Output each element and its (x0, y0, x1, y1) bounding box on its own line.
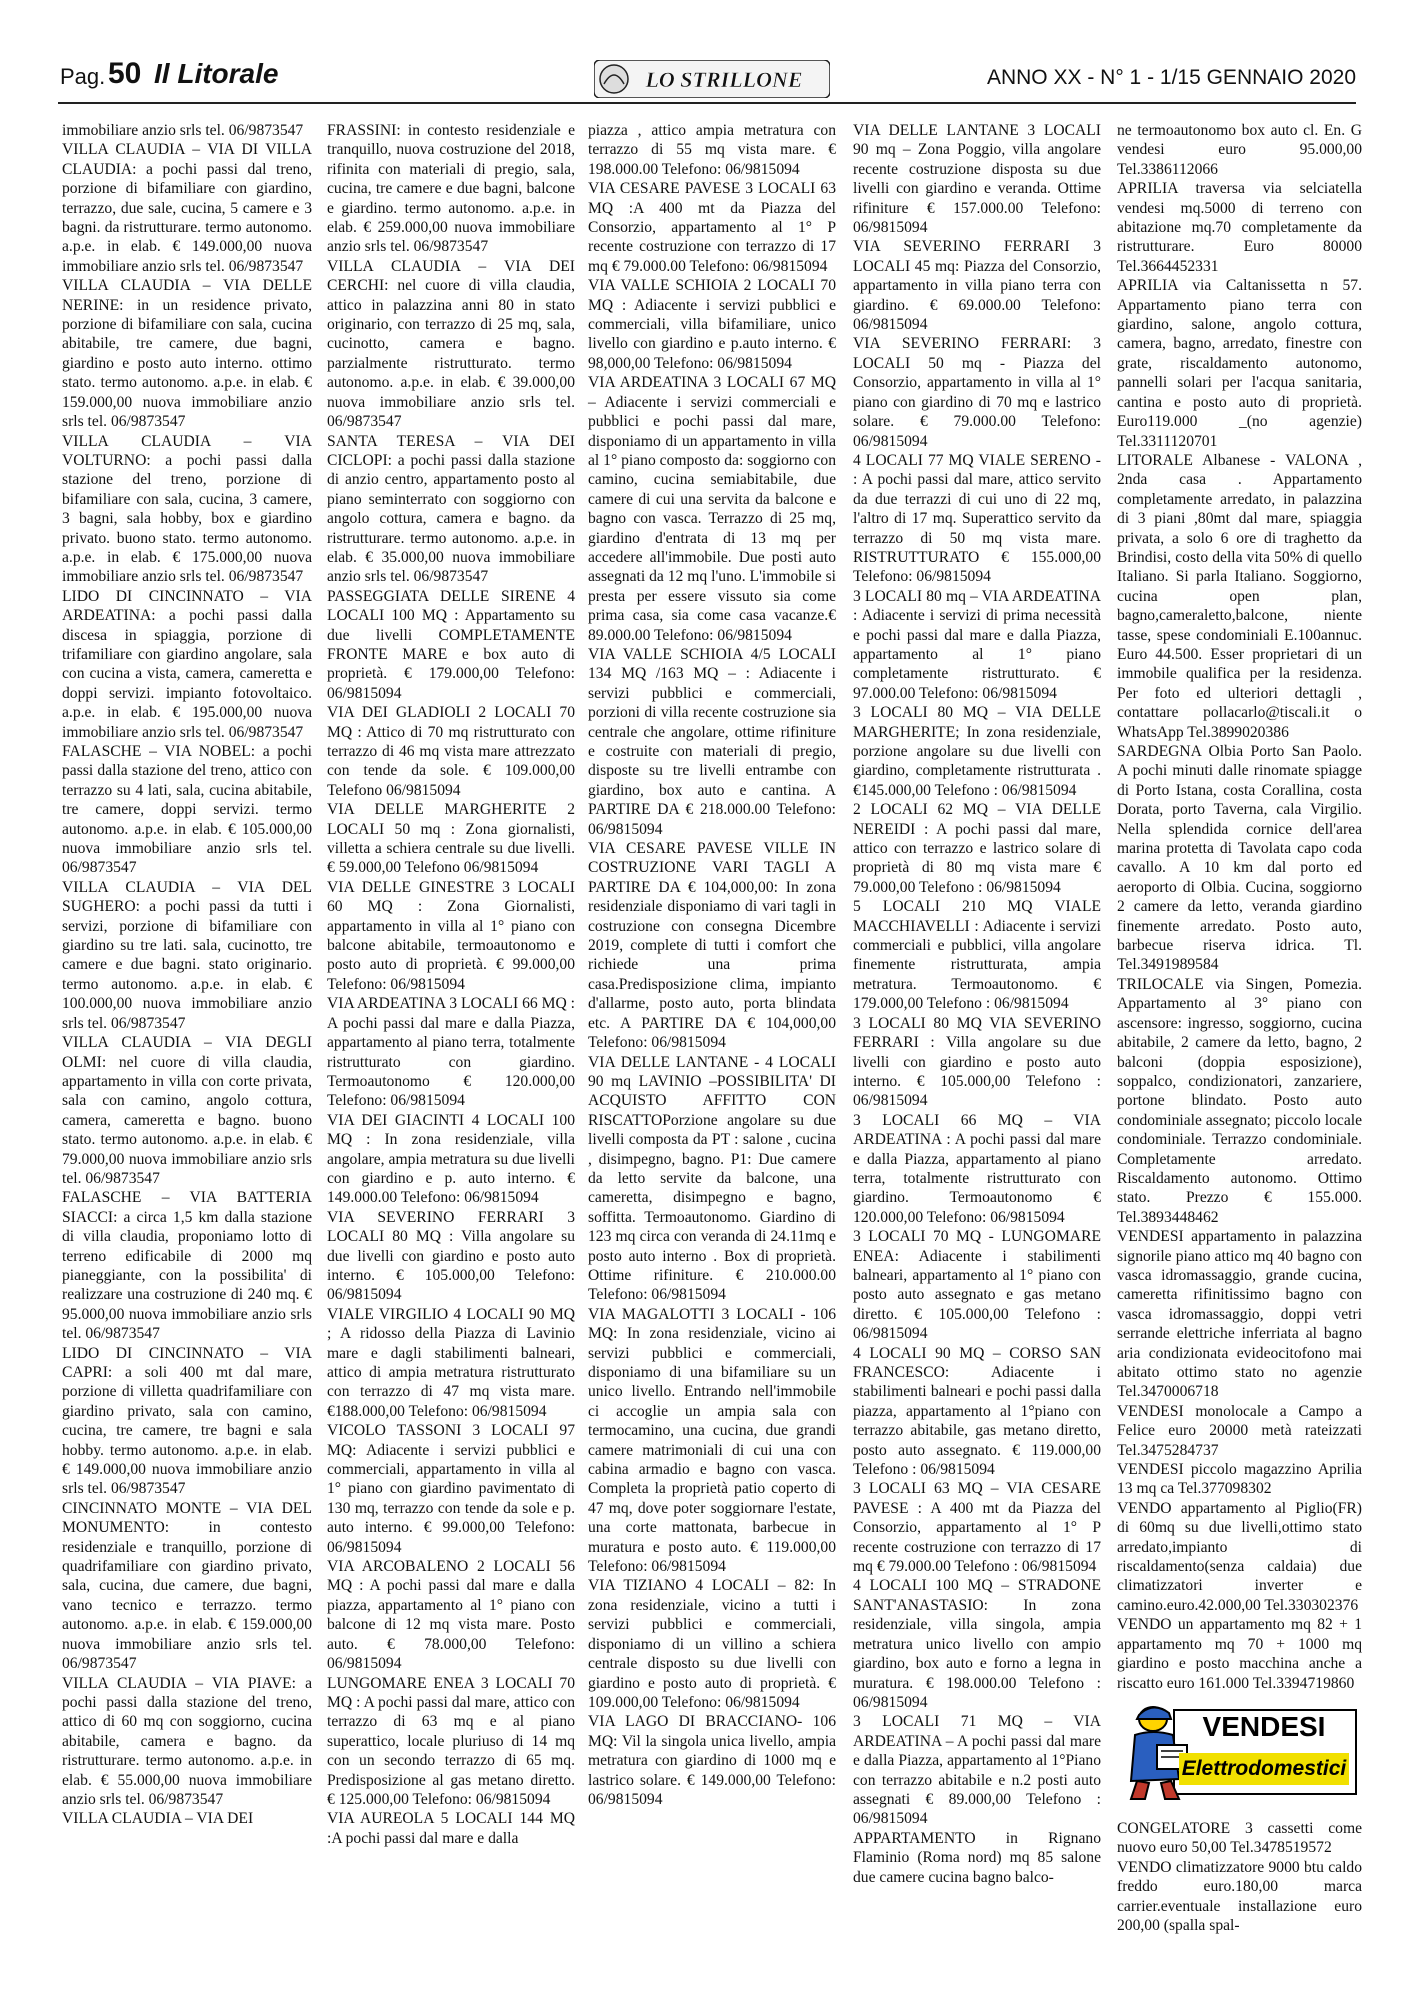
classified-ad: VIA VALLE SCHIOIA 4/5 LOCALI 134 MQ /163 MQ – : Adiacente i servizi pubblici e commerciali, porzioni di villa recente costruzione sia centrale che angolare, ottime rifiniture e costruite con materiali di pregio, disposte su tre livelli entrambe con giardino, box auto e cantina. A PARTIRE DA € 218.000.00 Telefono: 06/9815094 (588, 645, 836, 838)
classified-ad: APPARTAMENTO in Rignano Flaminio (Roma nord) mq 85 salone due camere cucina bagno balco- (853, 1829, 1101, 1886)
classified-ad: VILLA CLAUDIA – VIA DEI (62, 1810, 254, 1828)
classified-ad: VIA ARCOBALENO 2 LOCALI 56 MQ : A pochi passi dal mare e dalla piazza, appartamento al 1° piano con balcone di 12 mq vista mare. Posto auto. € 78.000,00 Telefono: 06/9815094 (327, 1558, 575, 1673)
classified-ad: ne termoautonomo box auto cl. En. G vendesi euro 95.000,00 Tel.3386112066 (1117, 122, 1362, 178)
classified-ad: SARDEGNA Olbia Porto San Paolo. A pochi minuti dalle rinomate spiagge di Porto Istana, costa Corallina, costa Dorata, porto Taverna, cala Virgilio. Nella splendida cornice dell'area marina protetta di Tavolata capo coda cavallo. A 10 km dal porto ed aeroporto di Olbia. Cucina, soggiorno 2 camere da letto, veranda giardino finemente arredato. Posto auto, barbecue riserva idrica. Tl. Tel.3491989584 (1117, 743, 1362, 974)
classified-ad: 3 LOCALI 71 MQ – VIA ARDEATINA – A pochi passi dal mare e dalla Piazza, appartamento al 1°Piano con terrazzo abitabile e n.2 posti auto assegnati € 89.000,00 Telefono : 06/9815094 (853, 1713, 1101, 1828)
classified-ad: 3 LOCALI 70 MQ - LUNGOMARE ENEA: Adiacente i stabilimenti balneari, appartamento al 1° piano con posto auto assegnato e gas metano diretto. € 105.000,00 Telefono : 06/9815094 (853, 1228, 1101, 1343)
classified-ad: VENDO appartamento al Piglio(FR) di 60mq su due livelli,ottimo stato arredato,impianto di riscaldamento(senza caldaia) due climatizzatori inverter e camino.euro.42.000,00 Tel.330302376 (1117, 1499, 1362, 1614)
classified-ad: FALASCHE – VIA NOBEL: a pochi passi dalla stazione del treno, attico con terrazzo su 4 lati, sala, cucina abitabile, tre camere, doppi servizi. termo autonomo. a.p.e. in elab. € 105.000,00 nuova immobiliare anzio srls tel. 06/9873547 (62, 743, 312, 877)
classified-ad: APRILIA via Caltanissetta n 57. Appartamento piano terra con giardino, salone, angolo cottura, camera, bagno, arredato, finestre con grate, riscaldamento autonomo, pannelli solari per l'acqua sanitaria, cantina e posto auto di proprietà. Euro119.000 _(no agenzie) Tel.3311120701 (1117, 277, 1362, 450)
vendesi-elettrodomestici-banner (1117, 1699, 1357, 1807)
classified-ad: FALASCHE – VIA BATTERIA SIACCI: a circa 1,5 km dalla stazione di villa claudia, proponiamo lotto di terreno edificabile di 2000 mq pianeggiante, con la possibilita' di realizzare una costruzione di 240 mq. € 95.000,00 nuova immobiliare anzio srls tel. 06/9873547 (62, 1189, 312, 1343)
classified-ad: 3 LOCALI 80 MQ VIA SEVERINO FERRARI : Villa angolare su due livelli con giardino e posto auto interno. € 105.000,00 Telefono : 06/9815094 (853, 1014, 1101, 1110)
classified-ad: VIA DEI GLADIOLI 2 LOCALI 70 MQ : Attico di 70 mq ristrutturato con terrazzo di 46 mq vista mare attrezzato con tende da sole. € 109.000,00 Telefono 06/9815094 (327, 704, 575, 799)
column-3 (588, 121, 836, 1809)
classified-ad: VIA SEVERINO FERRARI 3 LOCALI 80 MQ : Villa angolare su due livelli con giardino e posto auto interno. € 105.000,00 Telefono: 06/9815094 (327, 1208, 575, 1304)
classified-ad: VENDESI piccolo magazzino Aprilia 13 mq ca Tel.377098302 (1117, 1461, 1362, 1498)
classified-ad: LITORALE Albanese - VALONA , 2nda casa . Appartamento completamente arredato, in palazzina di 3 piani ,80mt dal mare, spiaggia privata, a solo 6 ore di traghetto da Brindisi, costo della vita 50% di quello Italiano. Si parla Italiano. Soggiorno, cucina open plan, bagno,cameraletto,balcone, niente tasse, spese condominiali E.100annuc. Euro 44.500. Esser proprietari di un immobile qualifica per la residenza. Per foto ed ulteriori dettagli , contattare pollacarlo@tiscali.it o WhatsApp Tel.3899020386 (1117, 451, 1362, 741)
classified-ad: VIA DELLE GINESTRE 3 LOCALI 60 MQ : Zona Giornalisti, appartamento in villa al 1° piano con balcone abitabile, termoautonomo e posto auto di proprietà. € 99.000,00 Telefono: 06/9815094 (327, 878, 575, 993)
page-label: Pag. (60, 64, 106, 89)
classified-ad: CINCINNATO MONTE – VIA DEL MONUMENTO: in contesto residenziale e tranquillo, porzione di quadrifamiliare con giardino privato, sala, cucina, due camere, due bagni, vano tecnico e terrazzo. termo autonomo. a.p.e. in elab. € 159.000,00 nuova immobiliare anzio srls tel. 06/9873547 (62, 1499, 312, 1673)
classified-ad: FRASSINI: in contesto residenziale e tranquillo, nuova costruzione del 2018, rifinita con materiali di pregio, sala, cucina, tre camere e due bagni, balcone e giardino. termo autonomo. a.p.e. in elab. € 259.000,00 nuova immobiliare anzio srls tel. 06/9873547 (327, 122, 575, 256)
banner-subtitle: Elettrodomestici (1179, 1753, 1349, 1785)
page-number: 50 (108, 57, 142, 90)
classified-ad: VIALE VIRGILIO 4 LOCALI 90 MQ ; A ridosso della Piazza di Lavinio mare e dagli stabilimenti balneari, attico di ampia metratura ristrutturato con terrazzo di 47 mq vista mare. €188.000,00 Telefono: 06/9815094 (327, 1305, 575, 1420)
classified-ad: VIA ARDEATINA 3 LOCALI 67 MQ – Adiacente i servizi commerciali e pubblici e pochi passi dal mare, disponiamo di un appartamento in villa al 1° piano composto da: soggiorno con camino, cucina semiabitabile, due camere di cui una servita da balcone e bagno con vasca. Terrazzo di 25 mq, giardino d'entrata di 13 mq per accedere all'immobile. Due posti auto assegnati da 12 mq l'uno. L'immobile si presta per essere vissuto sia come prima casa, sia come casa vacanze.€ 89.000.00 Telefono: 06/9815094 (588, 374, 836, 644)
classified-ad: LIDO DI CINCINNATO – VIA ARDEATINA: a pochi passi dalla discesa in spiaggia, porzione di trifamiliare con giardino angolare, sala con cucina a vista, camera, cameretta e doppi servizi. impianto fotovoltaico. a.p.e. in elab. € 195.000,00 nuova immobiliare anzio srls tel. 06/9873547 (62, 587, 312, 741)
classified-ad: VENDESI monolocale a Campo a Felice euro 20000 metà rateizzati Tel.3475284737 (1117, 1402, 1362, 1459)
classified-ad: VILLA CLAUDIA – VIA DEI CERCHI: nel cuore di villa claudia, attico in palazzina anni 80 in stato originario, con terrazzo di 25 mq, sala, cucinotto, camera e bagno. parzialmente ristrutturato. termo autonomo. a.p.e. in elab. € 39.000,00 nuova immobiliare anzio srls tel. 06/9873547 (327, 257, 575, 431)
classified-ad: VIA SEVERINO FERRARI: 3 LOCALI 50 mq - Piazza del Consorzio, appartamento in villa al 1° piano con giardino di 70 mq e lastrico solare. € 79.000.00 Telefono: 06/9815094 (853, 335, 1101, 450)
classified-ad: SANTA TERESA – VIA DEI CICLOPI: a pochi passi dalla stazione di anzio centro, appartamento posto al piano seminterrato con soggiorno con angolo cottura, camera e bagno. da ristrutturare. termo autonomo. a.p.e. in elab. € 35.000,00 nuova immobiliare anzio srls tel. 06/9873547 (327, 432, 575, 586)
classifieds-appliances (1117, 1819, 1362, 1935)
classified-ad: LIDO DI CINCINNATO – VIA CAPRI: a soli 400 mt dal mare, porzione di villetta quadrifamiliare con giardino privato, sala con camino, cucina, tre camere, tre bagni e sala hobby. termo autonomo. a.p.e. in elab. € 149.000,00 nuova immobiliare anzio srls tel. 06/9873547 (62, 1344, 312, 1498)
classified-ad: VIA DELLE MARGHERITE 2 LOCALI 50 mq : Zona giornalisti, villetta a schiera centrale su due livelli. € 59.000,00 Telefono 06/9815094 (327, 801, 575, 877)
classified-ad: VENDO climatizzatore 9000 btu caldo freddo euro.180,00 marca carrier.eventuale installazione euro 200,00 (spalla spal- (1117, 1858, 1362, 1934)
newsboy-figure-icon (1117, 1699, 1197, 1803)
classifieds-real-estate (1117, 121, 1362, 1693)
classified-ad: VILLA CLAUDIA – VIA DEGLI OLMI: nel cuore di villa claudia, appartamento in villa con corte privata, sala con camino, angolo cottura, camera, cameretta e bagno. buono stato. termo autonomo. a.p.e. in elab. € 79.000,00 nuova immobiliare anzio srls tel. 06/9873547 (62, 1034, 312, 1187)
lo-strillone-logo (594, 60, 830, 98)
column-1 (62, 121, 312, 1829)
classified-ad: 2 LOCALI 62 MQ – VIA DELLE NEREIDI : A pochi passi dal mare, attico con terrazzo e lastrico solare di proprietà di 80 mq vista mare € 79.000,00 Telefono : 06/9815094 (853, 801, 1101, 896)
classified-ad: VIA ARDEATINA 3 LOCALI 66 MQ : A pochi passi dal mare e dalla Piazza, appartamento al piano terra, totalmente ristrutturato con giardino. Termoautonomo € 120.000,00 Telefono: 06/9815094 (327, 995, 575, 1110)
classified-ad: TRILOCALE via Singen, Pomezia. Appartamento al 3° piano con ascensore: ingresso, soggiorno, cucina abitabile, 2 camere da letto, bagno, 2 balconi (doppia esposizione), soppalco, condizionatori, zanzariere, portone blindato. Posto auto condominiale assegnato; piccolo locale condominiale. Terrazzo condominiale. Completamente arredato. Riscaldamento autonomo. Ottimo stato. Prezzo € 155.000. Tel.3893448462 (1117, 975, 1362, 1226)
classified-ad: 3 LOCALI 80 MQ – VIA DELLE MARGHERITE; In zona residenziale, porzione angolare su due livelli con giardino, completamente ristrutturata . €145.000,00 Telefono : 06/9815094 (853, 704, 1101, 799)
classified-ad: 4 LOCALI 100 MQ – STRADONE SANT'ANASTASIO: In zona residenziale, villa singola, ampia metratura unico livello con ampio giardino, box auto e forno a legna in muratura. € 198.000.00 Telefono : 06/9815094 (853, 1577, 1101, 1711)
classified-ad: VIA SEVERINO FERRARI 3 LOCALI 45 mq: Piazza del Consorzio, appartamento in villa piano terra con giardino. € 69.000.00 Telefono: 06/9815094 (853, 238, 1101, 334)
classified-ad: 5 LOCALI 210 MQ VIALE MACCHIAVELLI : Adiacente i servizi commerciali e pubblici, villa angolare finemente ristrutturata, ampia metratura. Termoautonomo. € 179.000,00 Telefono : 06/9815094 (853, 898, 1101, 1013)
banner-title: VENDESI (1202, 1710, 1326, 1742)
classified-ad: VIA MAGALOTTI 3 LOCALI - 106 MQ: In zona residenziale, vicino ai servizi pubblici e commerciali, disponiamo di una bifamiliare su un unico livello. Entrando nell'immobile ci accoglie un ampia sala con termocamino, una cucina, due grandi camere matrimoniali di cui una con cabina armadio e bagno con vasca. Completa la proprietà patio coperto di 47 mq, dove poter soggiornare l'estate, una corte mattonata, barbecue in muratura e posto auto. € 119.000,00 Telefono: 06/9815094 (588, 1305, 836, 1576)
page-header (58, 58, 1356, 104)
classified-ad: VILLA CLAUDIA – VIA DELLE NERINE: in un residence privato, porzione di bifamiliare con sala, cucina abitabile, tre camere, due bagni, giardino e posto auto interno. ottimo stato. termo autonomo. a.p.e. in elab. € 159.000,00 nuova immobiliare anzio srls tel. 06/9873547 (62, 277, 312, 431)
classified-ad: VICOLO TASSONI 3 LOCALI 97 MQ: Adiacente i servizi pubblici e commerciali, appartamento in villa al 1° piano con giardino pavimentato di 130 mq, terrazzo con tende da sole e p. auto interno. € 99.000,00 Telefono: 06/9815094 (327, 1422, 575, 1556)
classified-ad: VENDO un appartamento mq 82 + 1 appartamento mq 70 + 1000 mq giardino e posto macchina anche a riscatto euro 161.000 Tel.3394719860 (1117, 1616, 1362, 1692)
classified-ad: 3 LOCALI 63 MQ – VIA CESARE PAVESE : A 400 mt da Piazza del Consorzio, appartamento al 1° P recente costruzione con terrazzo di 17 mq € 79.000.00 Telefono : 06/9815094 (853, 1480, 1101, 1576)
classified-ad: LUNGOMARE ENEA 3 LOCALI 70 MQ : A pochi passi dal mare, attico con terrazzo di 63 mq e al piano superattico, locale pluriuso di 14 mq con un secondo terrazzo di 65 mq. Predisposizione al gas metano diretto. € 125.000,00 Telefono: 06/9815094 (327, 1674, 575, 1808)
classified-ad: VIA DEI GIACINTI 4 LOCALI 100 MQ : In zona residenziale, villa angolare, ampia metratura su due livelli con giardino e p. auto interno. € 149.000.00 Telefono: 06/9815094 (327, 1111, 575, 1207)
classified-ad: PASSEGGIATA DELLE SIRENE 4 LOCALI 100 MQ : Appartamento su due livelli COMPLETAMENTE FRONTE MARE e box auto di proprietà. € 179.000,00 Telefono: 06/9815094 (327, 587, 575, 702)
classified-ad: 4 LOCALI 90 MQ – CORSO SAN FRANCESCO: Adiacente i stabilimenti balneari e pochi passi dalla piazza, appartamento al 1°piano con terrazzo abitabile, gas metano diretto, posto auto assegnato. € 119.000,00 Telefono : 06/9815094 (853, 1344, 1101, 1479)
classified-ad: piazza , attico ampia metratura con terrazzo di 55 mq vista mare. € 198.000.00 Telefono: 06/9815094 (588, 122, 836, 178)
svg-text:LO STRILLONE: LO STRILLONE (645, 67, 803, 92)
classified-ad: 3 LOCALI 66 MQ – VIA ARDEATINA : A pochi passi dal mare e dalla Piazza, appartamento al piano terra, totalmente ristrutturato con giardino. Termoautonomo € 120.000,00 Telefono: 06/9815094 (853, 1111, 1101, 1226)
classified-ad: VIA AUREOLA 5 LOCALI 144 MQ :A pochi passi dal mare e dalla (327, 1810, 575, 1847)
classified-ad: VIA DELLE LANTANE 3 LOCALI 90 mq – Zona Poggio, villa angolare recente costruzione disposta su due livelli con giardino e veranda. Ottime rifiniture € 157.000.00 Telefono: 06/9815094 (853, 122, 1101, 237)
classified-ad: VILLA CLAUDIA – VIA VOLTURNO: a pochi passi dalla stazione del treno, porzione di bifamiliare con sala, cucina, 3 camere, 3 bagni, sala hobby, box e giardino privato. buono stato. termo autonomo. a.p.e. in elab. € 175.000,00 nuova immobiliare anzio srls tel. 06/9873547 (62, 432, 312, 586)
classified-ad: VIA CESARE PAVESE VILLE IN COSTRUZIONE VARI TAGLI A PARTIRE DA € 104,000,00: In zona residenziale disponiamo di vari tagli in costruzione con consegna Dicembre 2019, complete di tutti i comfort che richiede una prima casa.Predisposizione clima, impianto d'allarme, posto auto, porta blindata etc. A PARTIRE DA € 104,000,00 Telefono: 06/9815094 (588, 840, 836, 1052)
classified-ad: VIA DELLE LANTANE - 4 LOCALI 90 mq LAVINIO –POSSIBILITA' DI ACQUISTO AFFITTO CON RISCATTOPorzione angolare su due livelli composta da PT : salone , cucina , disimpegno, bagno. P1: Due camere da letto servite da balcone, una cameretta, disimpegno e bagno, soffitta. Termoautonomo. Giardino di 123 mq circa con veranda di 24.11mq e posto auto interno . Box di proprietà. Ottime rifiniture. € 210.000.00 Telefono: 06/9815094 (588, 1053, 836, 1304)
classified-ad: VIA CESARE PAVESE 3 LOCALI 63 MQ :A 400 mt da Piazza del Consorzio, appartamento al 1° P recente costruzione con terrazzo di 17 mq € 79.000.00 Telefono: 06/9815094 (588, 180, 836, 275)
classified-ad: VIA VALLE SCHIOIA 2 LOCALI 70 MQ : Adiacente i servizi pubblici e commerciali, villa bifamiliare, unico livello con giardino e p.auto interno. € 98,000,00 Telefono: 06/9815094 (588, 277, 836, 372)
classified-ad: CONGELATORE 3 cassetti come nuovo euro 50,00 Tel.3478519572 (1117, 1819, 1362, 1857)
classified-ad: 4 LOCALI 77 MQ VIALE SERENO - : A pochi passi dal mare, attico servito da due terrazzi di cui uno di 22 mq, l'altro di 17 mq. Superattico servito da terrazzo di 50 mq vista mare. RISTRUTTURATO € 155.000,00 Telefono: 06/9815094 (853, 451, 1101, 586)
classified-ad: 3 LOCALI 80 mq – VIA ARDEATINA : Adiacente i servizi di prima necessità e pochi passi dal mare e dalla Piazza, appartamento al 1° piano completamente ristrutturato. € 97.000.00 Telefono: 06/9815094 (853, 587, 1101, 702)
classified-ad: VILLA CLAUDIA – VIA PIAVE: a pochi passi dalla stazione del treno, attico di 60 mq con soggiorno, cucina abitabile, camera e bagno. da ristrutturare. termo autonomo. a.p.e. in elab. € 55.000,00 nuova immobiliare anzio srls tel. 06/9873547 (62, 1674, 312, 1808)
classified-ad: VENDESI appartamento in palazzina signorile piano attico mq 40 bagno con vasca idromassaggio, grande cucina, cameretta rifinitissimo bagno con vasca idromassaggio, doppi vetri serrande elettriche inferriata al bagno aria condizionata evideocitofono mai abitato ottimo stato no agenzie Tel.3470006718 (1117, 1228, 1362, 1401)
classified-ad: VIA TIZIANO 4 LOCALI – 82: In zona residenziale, vicino a tutti i servizi pubblici e commerciali, disponiamo di un villino a schiera centrale disposto su due livelli con giardino e posto auto di proprietà. € 109.000,00 Telefono: 06/9815094 (588, 1577, 836, 1711)
publication-title: Il Litorale (154, 58, 279, 89)
classified-ad: immobiliare anzio srls tel. 06/9873547 (62, 122, 304, 139)
classified-ad: VIA LAGO DI BRACCIANO- 106 MQ: Vil la singola unica livello, ampia metratura con giardino di 1000 mq e lastrico solare. € 149.000,00 Telefono: 06/9815094 (588, 1713, 836, 1808)
classified-ad: APRILIA traversa via selciatella vendesi mq.5000 di terreno con abitazione mq.70 completamente da ristrutturare. Euro 80000 Tel.3664452331 (1117, 180, 1362, 275)
classified-ad: VILLA CLAUDIA – VIA DEL SUGHERO: a pochi passi da tutti i servizi, porzione di bifamiliare con giardino su tre lati. sala, cucinotto, tre camere e due bagni. stato originario. termo autonomo. a.p.e. in elab. € 100.000,00 nuova immobiliare anzio srls tel. 06/9873547 (62, 878, 312, 1032)
issue-info: ANNO XX - N° 1 - 1/15 GENNAIO 2020 (986, 66, 1356, 89)
classified-ad: VILLA CLAUDIA – VIA DI VILLA CLAUDIA: a pochi passi dal treno, porzione di bifamiliare con giardino, terrazzo, due sale, cucina, 5 camere e 3 bagni. da ristrutturare. termo autonomo. a.p.e. in elab. € 149.000,00 nuova immobiliare anzio srls tel. 06/9873547 (62, 141, 312, 275)
column-5 (1117, 121, 1362, 1935)
column-4 (853, 121, 1101, 1887)
column-2 (327, 121, 575, 1848)
